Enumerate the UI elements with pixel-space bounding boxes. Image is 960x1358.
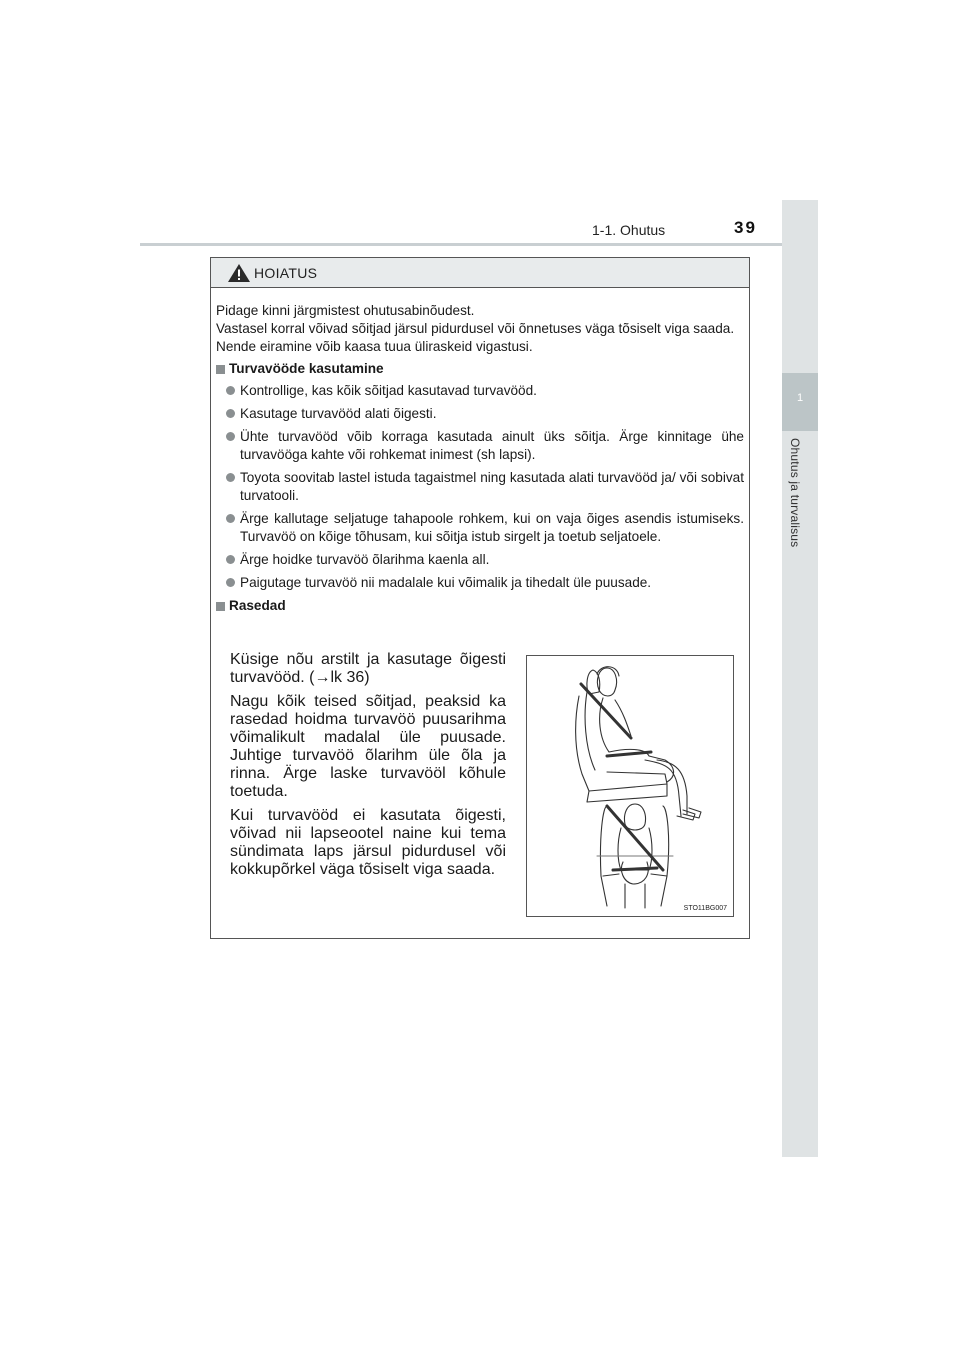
list-item: Ärge kallutage seljatuge tahapoole rohkem, kui on vaja õiges asendis istumiseks. Turvavöö on kõige tõhusam, kui sõitja istub sirgelt ja toetub seljatoele. [216,510,744,546]
intro-line: Nende eiramine võib kaasa tuua üliraskeid vigastusi. [216,339,533,354]
pregnant-woman-seatbelt-icon [527,656,733,916]
seatbelt-list [216,382,744,592]
list-item: Kasutage turvavööd alati õigesti. [216,405,744,423]
section-title: 1-1. Ohutus [592,222,666,238]
seatbelt-section-title: Turvavööde kasutamine [229,361,384,376]
chapter-side-bar [782,200,818,1157]
warning-content [216,302,744,615]
list-item: Paigutage turvavöö nii madalale kui võimalik ja tihedalt üle puusade. [216,574,744,592]
header-rule [140,243,818,246]
pregnant-section-heading [216,597,744,615]
warning-header [211,258,749,288]
seatbelt-section-heading [216,360,744,378]
list-item: Toyota soovitab lastel istuda tagaistmel ning kasutada alati turvavööd ja/ või sobivat turvatooli. [216,469,744,505]
warning-box [210,257,750,939]
list-item: Kontrollige, kas kõik sõitjad kasutavad turvavööd. [216,382,744,400]
square-bullet-icon [216,365,225,374]
pregnant-paragraph: Kui turvavööd ei kasutata õigesti, võivad nii lapseootel naine kui tema sündimata laps järsul pidurdusel või kokkupõrkel väga tõsiselt viga saada. [230,807,506,878]
square-bullet-icon [216,602,225,611]
warning-triangle-icon [227,263,251,283]
page-number: 39 [734,218,757,237]
list-item: Ärge hoidke turvavöö õlarihma kaenla all. [216,551,744,569]
pregnant-section-title: Rasedad [229,598,286,613]
intro-line: Pidage kinni järgmistest ohutusabinõudest. [216,303,475,318]
chapter-number: 1 [796,392,804,404]
pregnant-text [230,651,506,885]
list-item: Ühte turvavööd võib korraga kasutada ainult üks sõitja. Ärge kinnitage ühe turvavööga kahte või rohkemat inimest (sh lapsi). [216,428,744,464]
warning-intro [216,302,744,356]
intro-line: Vastasel korral võivad sõitjad järsul pidurdusel või õnnetuses väga tõsiselt viga saada. [216,321,735,336]
warning-title: HOIATUS [254,265,318,281]
pregnant-seatbelt-illustration [526,655,734,917]
pregnant-paragraph: Nagu kõik teised sõitjad, peaksid ka rasedad hoidma turvavöö puusarihma võimalikult madalal üle puusade. Juhtige turvavöö õlarihm üle õla ja rinna. Ärge laske turvavööl kõhule toetuda. [230,693,506,800]
pregnant-paragraph: Küsige nõu arstilt ja kasutage õigesti turvavööd. (→lk 36) [230,651,506,686]
figure-code: STO11BG007 [683,905,727,912]
chapter-title: Ohutus ja turvalisus [788,438,802,548]
